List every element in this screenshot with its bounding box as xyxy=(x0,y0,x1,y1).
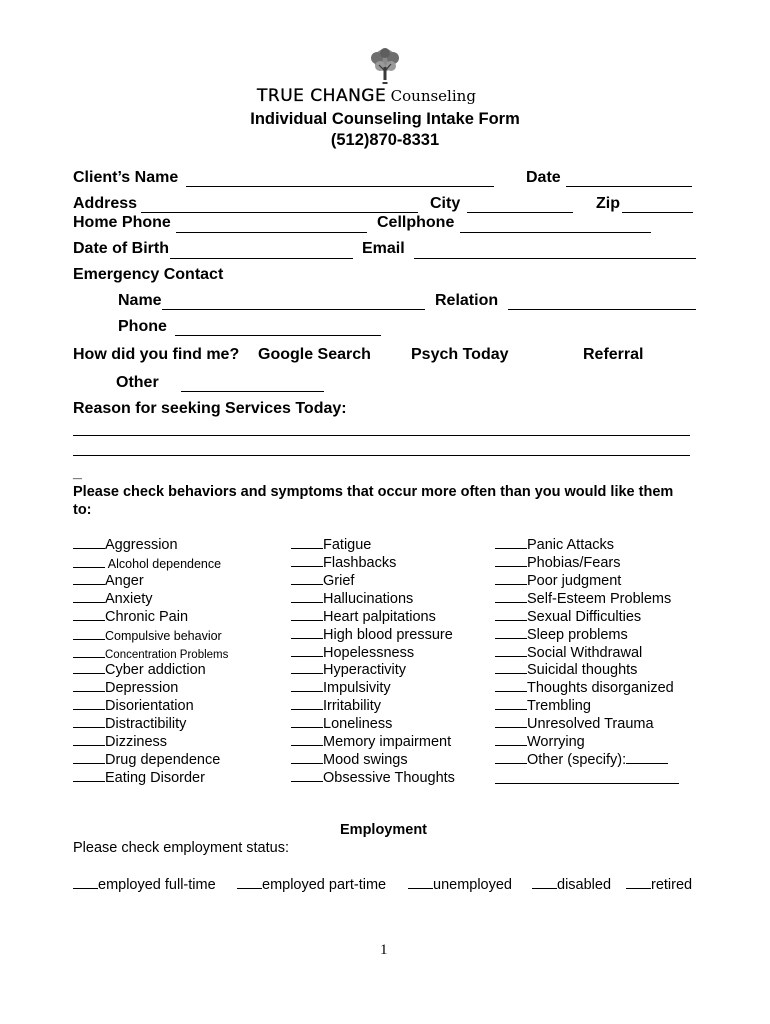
symptom-check-blank[interactable] xyxy=(73,715,105,728)
symptom-label: Grief xyxy=(323,573,355,589)
referral-option-label: Psych Today xyxy=(411,346,509,363)
symptom-label: Dizziness xyxy=(105,734,168,750)
other-specify-line[interactable] xyxy=(495,783,679,784)
employment-option-label: disabled xyxy=(557,877,612,893)
symptom-label: Cyber addiction xyxy=(105,662,206,678)
symptom-item[interactable] xyxy=(495,572,621,589)
symptom-item[interactable] xyxy=(495,715,654,732)
symptom-label: Depression xyxy=(105,680,179,696)
symptom-item[interactable] xyxy=(495,679,674,696)
symptom-item[interactable] xyxy=(291,697,381,714)
symptom-item[interactable] xyxy=(495,661,637,678)
symptom-check-blank[interactable] xyxy=(495,572,527,585)
symptom-item[interactable] xyxy=(291,608,436,625)
symptom-item[interactable] xyxy=(73,679,178,696)
symptom-label: Fatigue xyxy=(323,537,372,553)
symptom-label: Drug dependence xyxy=(105,752,221,768)
emergency-contact-label: Emergency Contact xyxy=(73,266,224,283)
symptom-label: Anxiety xyxy=(105,591,153,607)
symptom-check-blank[interactable] xyxy=(73,608,105,621)
symptom-check-blank[interactable] xyxy=(73,645,105,658)
symptom-check-blank[interactable] xyxy=(495,626,527,639)
symptom-check-blank[interactable] xyxy=(73,555,105,568)
symptom-item[interactable] xyxy=(73,661,206,678)
symptom-check-blank[interactable] xyxy=(495,608,527,621)
symptom-item[interactable] xyxy=(291,679,391,696)
cellphone-label: Cellphone xyxy=(377,214,455,231)
symptom-item[interactable] xyxy=(495,608,641,625)
symptom-check-blank[interactable] xyxy=(73,627,105,640)
symptom-item[interactable] xyxy=(73,645,228,661)
symptom-item[interactable] xyxy=(73,697,194,714)
referral-option-psych-today[interactable] xyxy=(411,346,509,364)
symptom-item[interactable] xyxy=(495,554,621,571)
employment-option-full-time[interactable] xyxy=(73,876,216,893)
address-line[interactable] xyxy=(141,212,418,213)
symptom-item[interactable] xyxy=(73,715,186,732)
symptom-item[interactable] xyxy=(291,769,455,786)
client-name-line[interactable] xyxy=(186,186,494,187)
home-phone-line[interactable] xyxy=(176,232,367,233)
symptom-check-blank[interactable] xyxy=(495,679,527,692)
referral-question: How did you find me? xyxy=(73,346,240,363)
employment-option-label: employed full-time xyxy=(98,877,216,893)
referral-option-label: Other xyxy=(116,374,159,391)
referral-option-google[interactable] xyxy=(258,346,371,364)
symptom-label: Phobias/Fears xyxy=(527,555,621,571)
employment-option-label: unemployed xyxy=(433,877,512,893)
symptom-check-blank[interactable] xyxy=(495,697,527,710)
symptom-check-blank[interactable] xyxy=(291,626,323,639)
symptom-check-blank[interactable] xyxy=(291,554,323,567)
symptom-check-blank[interactable] xyxy=(291,769,323,782)
ec-name-line[interactable] xyxy=(162,309,425,310)
symptom-label: Suicidal thoughts xyxy=(527,662,638,678)
symptom-label: Eating Disorder xyxy=(105,770,205,786)
symptom-label: Hopelessness xyxy=(323,645,415,661)
symptom-label: Sleep problems xyxy=(527,627,628,643)
employment-option-retired[interactable] xyxy=(626,876,692,893)
symptom-check-blank[interactable] xyxy=(495,751,527,764)
employment-check-blank[interactable] xyxy=(237,876,262,889)
symptom-item[interactable] xyxy=(495,590,671,607)
employment-check-blank[interactable] xyxy=(532,876,557,889)
symptom-check-blank[interactable] xyxy=(495,554,527,567)
employment-option-unemployed[interactable] xyxy=(408,876,512,893)
symptom-item[interactable] xyxy=(291,626,453,643)
symptom-item[interactable] xyxy=(495,536,614,553)
email-line[interactable] xyxy=(414,258,696,259)
symptom-check-blank[interactable] xyxy=(291,733,323,746)
symptom-label: Aggression xyxy=(105,537,178,553)
symptom-item[interactable] xyxy=(73,627,222,643)
symptom-label: Irritability xyxy=(323,698,382,714)
cellphone-line[interactable] xyxy=(460,232,651,233)
symptom-item[interactable] xyxy=(291,644,414,661)
symptom-check-blank[interactable] xyxy=(73,590,105,603)
logo xyxy=(366,47,404,87)
page-number: 1 xyxy=(380,942,388,958)
referral-option-label: Referral xyxy=(583,346,644,363)
symptom-check-blank[interactable] xyxy=(495,590,527,603)
employment-option-label: employed part-time xyxy=(262,877,387,893)
referral-option-label: Google Search xyxy=(258,346,371,363)
symptom-item[interactable] xyxy=(73,733,167,750)
symptom-label: Heart palpitations xyxy=(323,609,436,625)
form-phone: (512)870-8331 xyxy=(330,131,440,149)
symptom-check-blank[interactable] xyxy=(495,733,527,746)
symptom-check-blank[interactable] xyxy=(291,644,323,657)
ec-name-label: Name xyxy=(118,292,162,309)
ec-phone-label: Phone xyxy=(118,318,167,335)
symptom-item[interactable] xyxy=(73,608,188,625)
date-line[interactable] xyxy=(566,186,692,187)
symptom-item[interactable] xyxy=(495,697,591,714)
symptom-item[interactable] xyxy=(73,572,144,589)
symptom-check-blank[interactable] xyxy=(291,697,323,710)
symptom-item[interactable] xyxy=(291,554,396,571)
symptom-check-blank[interactable] xyxy=(495,644,527,657)
symptom-label: Trembling xyxy=(527,698,591,714)
symptom-item[interactable] xyxy=(291,590,413,607)
city-line[interactable] xyxy=(467,212,573,213)
symptom-check-blank[interactable] xyxy=(73,536,105,549)
city-label: City xyxy=(430,195,461,212)
symptom-label: Other (specify): xyxy=(527,752,627,768)
reason-label: Reason for seeking Services Today: xyxy=(73,400,347,417)
employment-check-blank[interactable] xyxy=(626,876,651,889)
symptom-check-blank[interactable] xyxy=(291,590,323,603)
symptom-label: Panic Attacks xyxy=(527,537,615,553)
symptom-check-blank[interactable] xyxy=(73,751,105,764)
symptom-label: Concentration Problems xyxy=(105,649,229,661)
symptom-item[interactable] xyxy=(495,626,628,643)
symptom-item[interactable] xyxy=(291,572,354,589)
symptom-label: Chronic Pain xyxy=(105,609,189,625)
employment-option-part-time[interactable] xyxy=(237,876,386,893)
symptom-item[interactable] xyxy=(73,555,221,571)
symptom-item[interactable] xyxy=(291,661,406,678)
symptom-check-blank[interactable] xyxy=(291,751,323,764)
symptom-check-blank[interactable] xyxy=(291,661,323,674)
symptom-label: Poor judgment xyxy=(527,573,622,589)
brand-main: TRUE CHANGE xyxy=(257,86,387,106)
ec-relation-line[interactable] xyxy=(508,309,696,310)
symptom-check-blank[interactable] xyxy=(73,733,105,746)
symptom-item[interactable] xyxy=(73,536,178,553)
symptom-check-blank[interactable] xyxy=(291,572,323,585)
referral-option-other[interactable] xyxy=(116,374,159,392)
symptom-label: Hyperactivity xyxy=(323,662,406,678)
symptom-label: Compulsive behavior xyxy=(105,629,222,643)
symptom-item[interactable] xyxy=(495,751,668,768)
symptom-check-blank[interactable] xyxy=(291,715,323,728)
date-label: Date xyxy=(526,169,561,186)
symptom-check-blank[interactable] xyxy=(495,661,527,674)
zip-line[interactable] xyxy=(622,212,693,213)
symptom-label: Distractibility xyxy=(105,716,187,732)
symptom-check-blank[interactable] xyxy=(291,608,323,621)
symptom-check-blank[interactable] xyxy=(291,679,323,692)
zip-label: Zip xyxy=(596,195,620,212)
symptom-item[interactable] xyxy=(495,644,642,661)
symptom-check-blank[interactable] xyxy=(495,715,527,728)
symptom-label: Unresolved Trauma xyxy=(527,716,654,732)
referral-other-line[interactable] xyxy=(181,391,324,392)
tree-logo-icon xyxy=(366,47,404,87)
symptom-item[interactable] xyxy=(495,733,585,750)
symptom-label: Obsessive Thoughts xyxy=(323,770,455,786)
symptom-label: Anger xyxy=(105,573,144,589)
employment-prompt: Please check employment status: xyxy=(73,840,289,856)
symptom-check-blank[interactable] xyxy=(73,769,105,782)
employment-option-disabled[interactable] xyxy=(532,876,611,893)
employment-check-blank[interactable] xyxy=(408,876,433,889)
symptom-item[interactable] xyxy=(291,733,451,750)
brand-sub: Counseling xyxy=(390,87,476,105)
home-phone-label: Home Phone xyxy=(73,214,171,231)
employment-check-blank[interactable] xyxy=(73,876,98,889)
symptom-label: Self-Esteem Problems xyxy=(527,591,672,607)
symptom-label: Thoughts disorganized xyxy=(527,680,674,696)
symptoms-instructions: Please check behaviors and symptoms that occur more often than you would like them xyxy=(73,484,674,500)
symptom-check-blank[interactable] xyxy=(73,661,105,674)
symptom-label: Impulsivity xyxy=(323,680,391,696)
other-specify-blank[interactable] xyxy=(626,751,668,764)
symptom-label: Hallucinations xyxy=(323,591,414,607)
symptom-label: Disorientation xyxy=(105,698,194,714)
ec-phone-line[interactable] xyxy=(175,335,381,336)
symptom-check-blank[interactable] xyxy=(73,697,105,710)
symptom-label: Social Withdrawal xyxy=(527,645,643,661)
symptom-item[interactable] xyxy=(73,590,153,607)
symptom-label: Flashbacks xyxy=(323,555,397,571)
symptom-check-blank[interactable] xyxy=(73,679,105,692)
symptom-check-blank[interactable] xyxy=(73,572,105,585)
client-name-label: Client’s Name xyxy=(73,169,179,186)
symptom-item[interactable] xyxy=(73,751,220,768)
symptom-label: Memory impairment xyxy=(323,734,452,750)
symptom-label: Worrying xyxy=(527,734,585,750)
symptom-label: Alcohol dependence xyxy=(107,557,222,571)
reason-line-2[interactable] xyxy=(73,455,690,456)
symptom-item[interactable] xyxy=(291,715,392,732)
symptom-item[interactable] xyxy=(291,751,408,768)
form-title: Individual Counseling Intake Form xyxy=(250,110,520,128)
symptom-item[interactable] xyxy=(291,536,371,553)
employment-heading: Employment xyxy=(340,822,428,838)
symptom-label: High blood pressure xyxy=(323,627,453,643)
dob-line[interactable] xyxy=(170,258,353,259)
referral-option-referral[interactable] xyxy=(583,346,643,364)
address-label: Address xyxy=(73,195,138,212)
symptom-item[interactable] xyxy=(73,769,205,786)
symptom-label: Mood swings xyxy=(323,752,408,768)
symptoms-instructions-cont: to: xyxy=(73,502,92,518)
ec-relation-label: Relation xyxy=(435,292,499,309)
dob-label: Date of Birth xyxy=(73,240,169,257)
reason-stray-mark: _ xyxy=(73,464,82,481)
reason-line-1[interactable] xyxy=(73,435,690,436)
email-label: Email xyxy=(362,240,405,257)
symptom-check-blank[interactable] xyxy=(291,536,323,549)
symptom-label: Loneliness xyxy=(323,716,393,732)
symptom-check-blank[interactable] xyxy=(495,536,527,549)
symptom-label: Sexual Difficulties xyxy=(527,609,642,625)
brand xyxy=(257,86,476,106)
employment-option-label: retired xyxy=(651,877,693,893)
